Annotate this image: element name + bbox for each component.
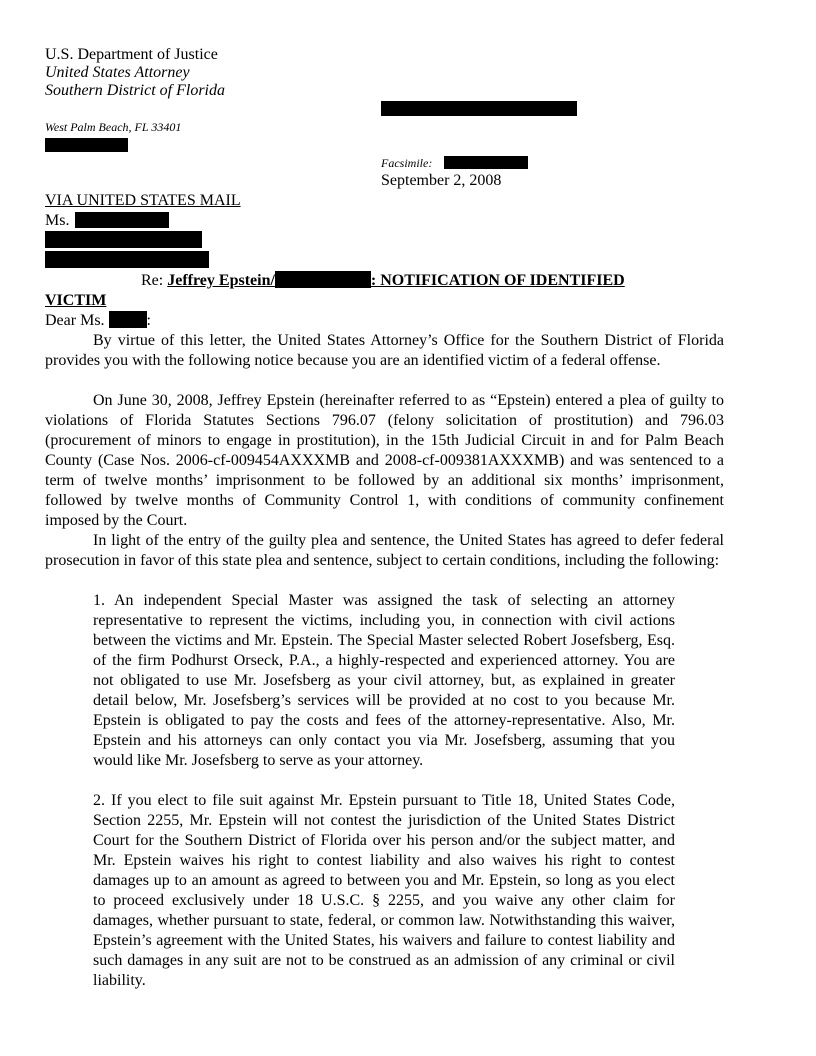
letterhead-district: Southern District of Florida xyxy=(45,82,225,99)
body-paragraph-1: By virtue of this letter, the United States Attorney’s Office for the Southern District of Florida provides you with the following notice because you are an identified victim of a federal offense. xyxy=(45,332,724,369)
redaction-block xyxy=(444,156,528,169)
condition-item-1: 1. An independent Special Master was assigned the task of selecting an attorney representative to represent the victims, including you, in connection with civil actions between the victims and Mr. Epstein. The Special Master selected Robert Josefsberg, Esq. of the firm Podhurst Orseck, P.A., a highly-respected and experienced attorney. You are not obligated to use Mr. Josefsberg as your civil attorney, but, as explained in greater detail below, Mr. Josefsberg’s services will be provided at no cost to you because Mr. Epstein is obligated to pay the costs and fees of the attorney-representative. Also, Mr. Epstein and his attorneys can only contact you via Mr. Josefsberg, assuming that you would like Mr. Josefsberg to serve as your attorney. xyxy=(93,592,675,769)
redaction-block xyxy=(45,231,202,248)
redaction-block xyxy=(109,311,147,328)
redaction-block xyxy=(45,138,128,152)
re-subject-continued: VICTIM xyxy=(45,292,107,309)
letterhead-office: United States Attorney xyxy=(45,64,190,81)
condition-item-2: 2. If you elect to file suit against Mr. Epstein pursuant to Title 18, United States Code, Section 2255, Mr. Epstein will not contest the jurisdiction of the United States District Court for the Southern District of Florida over his person and/or the subject matter, and Mr. Epstein waives his right to contest liability and also waives his right to contest damages up to an amount as agreed to between you and Mr. Epstein, so long as you elect to proceed exclusively under 18 U.S.C. § 2255, and you waive any other claim for damages, whether pursuant to state, federal, or common law. Notwithstanding this waiver, Epstein’s agreement with the United States, his waivers and failure to contest liability and such damages in any suit are not to be construed as an admission of any criminal or civil liability. xyxy=(93,792,675,989)
body-paragraph-2: On June 30, 2008, Jeffrey Epstein (hereinafter referred to as “Epstein) entered a plea of guilty to violations of Florida Statutes Sections 796.07 (felony solicitation of prostitution) and 796.03 (procurement of minors to engage in prostitution), in the 15th Judicial Circuit in and for Palm Beach County (Case Nos. 2006-cf-009454AXXXMB and 2008-cf-009381AXXXMB) and was sentenced to a term of twelve months’ imprisonment to be followed by an additional six months’ imprisonment, followed by twelve months of Community Control 1, with conditions of community confinement imposed by the Court. xyxy=(45,392,724,529)
salutation-suffix: : xyxy=(146,312,151,329)
redaction-block xyxy=(75,212,169,228)
letterhead-department: U.S. Department of Justice xyxy=(45,46,218,63)
redaction-block xyxy=(275,271,371,288)
letterhead-city: West Palm Beach, FL 33401 xyxy=(45,120,182,134)
fax-label: Facsimile: xyxy=(381,156,433,170)
redaction-block xyxy=(381,101,577,116)
addressee-prefix: Ms. xyxy=(45,212,70,229)
body-paragraph-3: In light of the entry of the guilty plea and sentence, the United States has agreed to defer federal prosecution in favor of this state plea and sentence, subject to certain conditions, including the following: xyxy=(45,532,724,569)
salutation xyxy=(45,311,151,331)
letter-date: September 2, 2008 xyxy=(381,172,502,189)
re-name: Jeffrey Epstein/ xyxy=(167,272,275,289)
salutation-prefix: Dear Ms. xyxy=(45,312,105,329)
re-subject: : NOTIFICATION OF IDENTIFIED xyxy=(370,272,625,289)
redaction-block xyxy=(45,251,209,268)
re-line xyxy=(141,271,625,291)
re-prefix: Re: xyxy=(141,272,168,289)
delivery-method: VIA UNITED STATES MAIL xyxy=(45,192,241,209)
